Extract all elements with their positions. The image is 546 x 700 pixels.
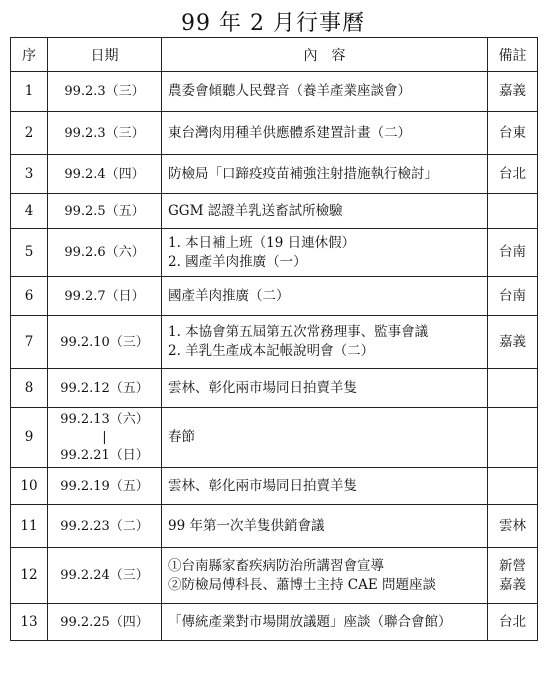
note-line: 嘉義	[499, 576, 526, 593]
row-number: 4	[11, 194, 48, 229]
row-date: 99.2.3（三）	[48, 112, 162, 155]
content-line: 2. 國產羊肉推廣（一）	[168, 253, 307, 270]
table-row	[11, 316, 538, 369]
row-date	[48, 408, 162, 468]
row-date: 99.2.6（六）	[48, 229, 162, 277]
row-date: 99.2.19（五）	[48, 468, 162, 505]
row-number: 3	[11, 155, 48, 194]
schedule-rows	[11, 72, 538, 641]
table-row	[11, 548, 538, 604]
row-content	[162, 277, 488, 316]
table-row	[11, 369, 538, 408]
row-date: 99.2.4（四）	[48, 155, 162, 194]
row-note	[488, 408, 538, 468]
date-range-separator: |	[102, 429, 107, 445]
row-content	[162, 408, 488, 468]
content-line: 「傳統產業對市場開放議題」座談（聯合會館）	[168, 613, 452, 630]
table-row	[11, 505, 538, 548]
row-number: 12	[11, 548, 48, 604]
row-note	[488, 604, 538, 641]
row-number: 1	[11, 72, 48, 112]
row-note	[488, 548, 538, 604]
row-content	[162, 316, 488, 369]
content-line: 99 年第一次羊隻供銷會議	[168, 517, 325, 534]
content-line: ②防檢局傅科長、蕭博士主持 CAE 問題座談	[168, 576, 437, 593]
row-note	[488, 72, 538, 112]
table-row	[11, 277, 538, 316]
table-row	[11, 229, 538, 277]
row-number: 2	[11, 112, 48, 155]
row-note	[488, 468, 538, 505]
table-row	[11, 468, 538, 505]
row-note	[488, 277, 538, 316]
content-line: 農委會傾聽人民聲音（養羊產業座談會）	[168, 83, 411, 99]
note-line: 台北	[499, 613, 526, 630]
content-line: 1. 本日補上班（19 日連休假）	[168, 234, 356, 251]
row-number: 7	[11, 316, 48, 369]
note-line: 嘉義	[499, 83, 526, 99]
date-range-end: 99.2.21（日）	[60, 447, 149, 463]
row-note	[488, 229, 538, 277]
row-number: 9	[11, 408, 48, 468]
row-content	[162, 468, 488, 505]
note-line: 台南	[499, 244, 526, 260]
content-line: ①台南縣家畜疾病防治所講習會宣導	[168, 557, 384, 574]
table-row	[11, 408, 538, 468]
content-line: 防檢局「口蹄疫疫苗補強注射措施執行檢討」	[168, 165, 438, 182]
row-content	[162, 369, 488, 408]
header-date: 日期	[48, 38, 162, 72]
row-note	[488, 112, 538, 155]
content-line: 國產羊肉推廣（二）	[168, 287, 290, 304]
row-note	[488, 155, 538, 194]
row-number: 10	[11, 468, 48, 505]
row-date: 99.2.23（二）	[48, 505, 162, 548]
row-content	[162, 112, 488, 155]
content-line: 東台灣肉用種羊供應體系建置計畫（二）	[168, 124, 411, 141]
table-row	[11, 155, 538, 194]
row-note	[488, 369, 538, 408]
note-line: 嘉義	[499, 333, 526, 350]
row-content	[162, 604, 488, 641]
table-row	[11, 72, 538, 112]
note-line: 台東	[499, 124, 526, 141]
row-date: 99.2.25（四）	[48, 604, 162, 641]
row-date: 99.2.3（三）	[48, 72, 162, 112]
header-content: 內 容	[162, 38, 488, 72]
content-line: 1. 本協會第五屆第五次常務理事、監事會議	[168, 324, 429, 340]
row-date: 99.2.7（日）	[48, 277, 162, 316]
row-content	[162, 505, 488, 548]
content-line: 2. 羊乳生產成本記帳說明會（二）	[168, 343, 375, 359]
row-number: 11	[11, 505, 48, 548]
note-line: 台北	[499, 165, 526, 182]
page-title: 99 年 2 月行事曆	[181, 11, 365, 36]
row-date: 99.2.5（五）	[48, 194, 162, 229]
note-line: 台南	[499, 287, 526, 304]
row-date: 99.2.10（三）	[48, 316, 162, 369]
row-note	[488, 505, 538, 548]
table-row	[11, 604, 538, 641]
table-row	[11, 194, 538, 229]
date-range-start: 99.2.13（六）	[60, 411, 149, 427]
header-note: 備註	[488, 38, 538, 72]
content-line: 雲林、彰化兩市場同日拍賣羊隻	[168, 379, 357, 396]
schedule-table	[10, 37, 538, 641]
header-no: 序	[11, 38, 48, 72]
header-row	[11, 38, 538, 72]
row-content	[162, 155, 488, 194]
note-line: 新營	[499, 557, 526, 574]
row-content	[162, 548, 488, 604]
note-line: 雲林	[499, 517, 526, 534]
content-line: 春節	[168, 429, 195, 445]
row-number: 13	[11, 604, 48, 641]
row-date: 99.2.24（三）	[48, 548, 162, 604]
row-date: 99.2.12（五）	[48, 369, 162, 408]
row-content	[162, 229, 488, 277]
row-number: 8	[11, 369, 48, 408]
row-note	[488, 194, 538, 229]
content-line: GGM 認證羊乳送畜試所檢驗	[168, 202, 343, 219]
row-note	[488, 316, 538, 369]
content-line: 雲林、彰化兩市場同日拍賣羊隻	[168, 477, 357, 494]
row-number: 5	[11, 229, 48, 277]
row-content	[162, 194, 488, 229]
row-number: 6	[11, 277, 48, 316]
row-content	[162, 72, 488, 112]
table-row	[11, 112, 538, 155]
